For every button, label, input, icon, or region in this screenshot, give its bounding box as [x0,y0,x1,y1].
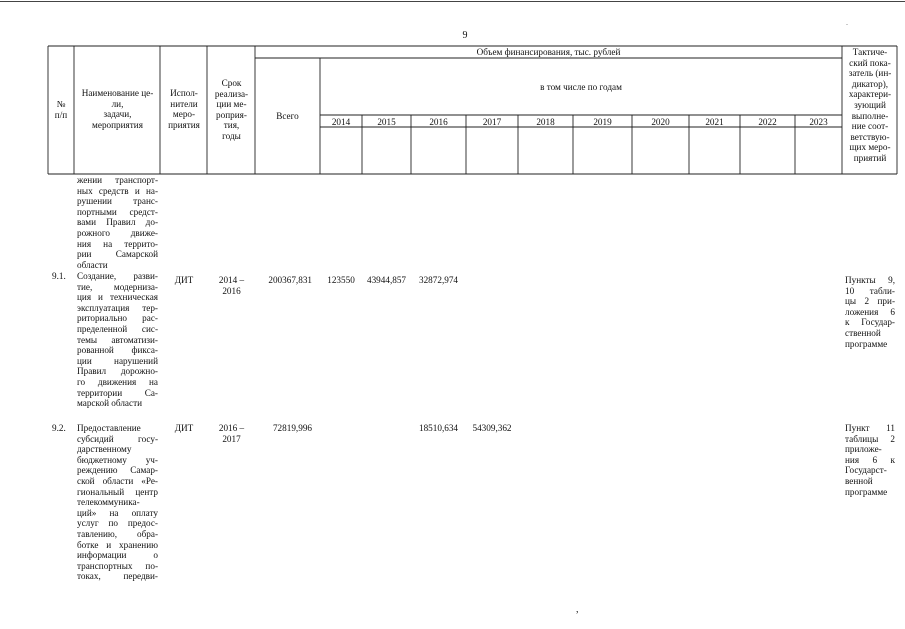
row-number: 9.2. [52,423,66,433]
header-year-2021: 2021 [705,117,724,127]
header-year-2022: 2022 [758,117,777,127]
row-executor: ДИТ [174,423,194,433]
row-total: 200367,831 [268,275,312,285]
bottom-mark: , [576,604,579,615]
header-term: Срок реализа- ции ме- роприя- тия, годы [214,78,249,141]
row-total: 72819,996 [272,423,312,433]
header-indicator: Тактиче- ский пока- затель (ин- дикатор), характери- зующий выполне- ние соот- ветствую- щих меро- приятий [848,47,892,163]
corner-mark: . [846,18,848,27]
header-year-2018: 2018 [536,117,555,127]
row-term: 2014 – 2016 [218,275,245,296]
row-executor: ДИТ [174,275,194,285]
header-year-2017: 2017 [482,117,502,127]
carryover-text: жении транспорт- ных средств и на- рушении транс- портными средст- вами Правил до- рожного движе- ния на террито- рии Самарской области [77,175,158,270]
row-year-2016: 32872,974 [418,275,459,285]
header-year-2019: 2019 [593,117,612,127]
header-year-2014: 2014 [331,117,351,127]
row-year-2015: 43944,857 [366,275,407,285]
row-year-2016: 18510,634 [418,423,459,433]
row-year-2017: 54309,362 [472,423,512,433]
header-year-2016: 2016 [429,117,448,127]
row-term: 2016 – 2017 [218,423,245,444]
row-name: Создание, разви- тие, модерниза- ция и техническая эксплуатация тер- риториально рас- пределенной сис- темы автоматизи- рованной фикса- ции нарушений Правил дорожно- го движения на территории Са- марской области [77,271,158,409]
header-executors: Испол- нители меро- приятия [168,88,200,130]
row-year-2014: 123550 [327,275,355,285]
header-by-years: в том числе по годам [540,82,622,92]
header-year-2020: 2020 [651,117,670,127]
header-funding: Объем финансирования, тыс. рублей [476,47,621,57]
header-year-2023: 2023 [809,117,828,127]
table-header [0,0,905,180]
page-number: 9 [462,30,468,41]
header-total: Всего [276,111,299,121]
row-name: Предоставление субсидий госу- дарственному бюджетному уч- реждению Самар- ской области «Ре- гиональный центр телекоммуника- ций» на оплату услуг по предос- тавлению, обра- ботке и хранению информации о транспортных по- токах, передви- [77,423,158,582]
row-number: 9.1. [52,271,66,281]
header-name: Наименование це- ли, задачи, мероприятия [81,88,154,130]
row-indicator: Пункт 11 таблицы 2 приложе- ния 6 к Государст- венной программе [845,423,895,497]
header-year-2015: 2015 [377,117,396,127]
row-indicator: Пункты 9, 10 табли- цы 2 при- ложения 6 к Государ- ственной программе [845,275,895,349]
header-num: № п/п [54,99,68,120]
